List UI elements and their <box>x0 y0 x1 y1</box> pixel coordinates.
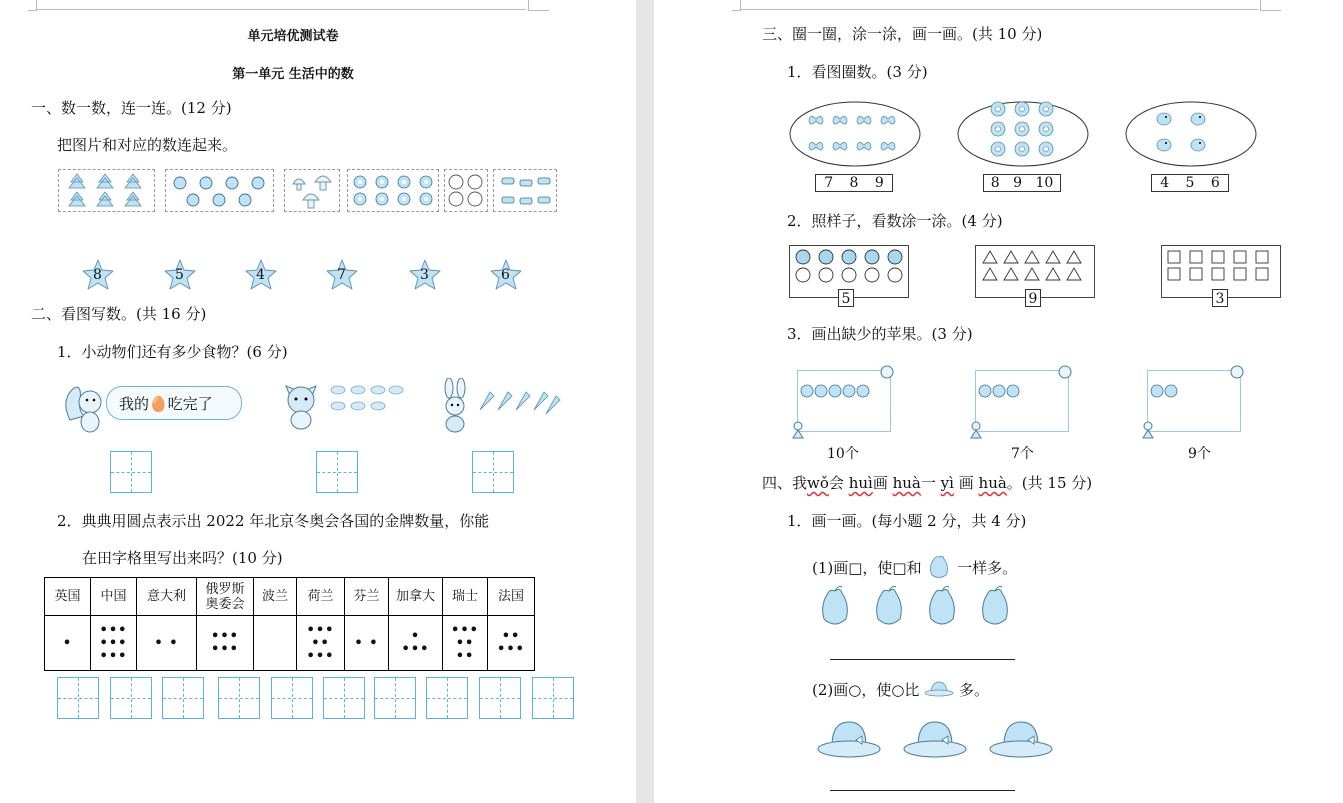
answer-grid-rabbit[interactable] <box>472 451 514 493</box>
apple-count-label: 9个 <box>1188 446 1211 462</box>
page-corner-mark <box>528 0 549 11</box>
country-cell: 加拿大 <box>389 578 443 616</box>
little-person-icon <box>789 420 807 444</box>
mushroom-group-icon[interactable] <box>284 169 340 212</box>
star-label: 7 <box>337 267 346 283</box>
circle-frame-number: 5 <box>838 289 854 307</box>
number-option[interactable]: 8 <box>990 175 1000 191</box>
pinyin-hua: huà <box>892 474 921 492</box>
answer-grid-squirrel[interactable] <box>110 451 152 493</box>
section-4-heading <box>762 472 1092 493</box>
pear-icon <box>925 585 959 633</box>
speech-bubble <box>106 386 242 420</box>
number-option[interactable]: 7 <box>824 175 834 191</box>
apple-count-label: 10个 <box>827 446 859 462</box>
gold-dots-cell: ••• •• ••• <box>297 616 345 671</box>
pear-icon <box>978 585 1012 633</box>
apple-group-icon[interactable] <box>165 169 274 212</box>
little-animal-icon <box>1227 362 1247 386</box>
sub-question-text: (2)画○，使○比 <box>812 681 920 699</box>
triangle-frame-number: 9 <box>1025 289 1041 307</box>
star-number-6[interactable] <box>488 258 524 296</box>
page-title: 单元培优测试卷 <box>247 29 339 44</box>
number-option[interactable]: 5 <box>1185 175 1195 191</box>
medal-answer-grid[interactable] <box>323 677 365 719</box>
star-label: 4 <box>256 267 265 283</box>
star-label: 3 <box>420 267 429 283</box>
section-1-heading: 一、数一数，连一连。(12 分) <box>31 99 232 117</box>
left-page <box>0 0 636 803</box>
little-animal-icon <box>877 362 897 386</box>
page-top-line <box>36 9 526 10</box>
star-number-5[interactable] <box>162 258 198 296</box>
medal-answer-grid[interactable] <box>162 677 204 719</box>
heading-text: 画 <box>872 474 888 492</box>
gold-dots-cell: •• ••• <box>488 616 535 671</box>
medal-answer-grid[interactable] <box>532 677 574 719</box>
sub-question-text: 多。 <box>959 681 990 699</box>
pinyin-yi: yì <box>940 474 954 492</box>
section-3-question-2: 2．照样子，看数涂一涂。(4 分) <box>787 212 1003 230</box>
number-option[interactable]: 4 <box>1160 175 1170 191</box>
gold-dots-cell <box>254 616 297 671</box>
hat-icon <box>816 718 882 764</box>
candy-group-icon[interactable] <box>493 169 557 212</box>
hat-icon <box>988 718 1054 764</box>
leaf-group-icon[interactable] <box>58 169 155 212</box>
cat-icon <box>276 378 326 430</box>
star-label: 6 <box>501 267 510 283</box>
country-cell: 芬兰 <box>345 578 389 616</box>
heading-text: 。(共 15 分) <box>1006 474 1093 492</box>
oval-bird-icon <box>1124 99 1260 173</box>
country-cell: 英国 <box>45 578 91 616</box>
gold-dots-cell: ••• ••• <box>197 616 254 671</box>
country-cell: 波兰 <box>254 578 297 616</box>
section-4-question-1: 1．画一画。(每小题 2 分，共 4 分) <box>787 512 1027 530</box>
oval-number-box[interactable] <box>1151 174 1229 192</box>
section-2-question-2-line-2: 在田字格里写出来吗？(10 分) <box>82 549 283 567</box>
sub-question-1 <box>812 553 1017 579</box>
gold-dots-cell: ••• •• •• <box>443 616 488 671</box>
star-number-8[interactable] <box>80 258 116 296</box>
pinyin-wo: wǒ <box>807 474 829 492</box>
heading-text: 四、我 <box>762 474 808 492</box>
medal-table <box>44 577 535 671</box>
speech-bubble-text: 我的🥚吃完了 <box>119 395 213 413</box>
number-option[interactable]: 10 <box>1035 175 1054 191</box>
medal-answer-grid[interactable] <box>218 677 260 719</box>
oval-butterfly-icon <box>788 99 924 173</box>
flower-group-icon[interactable] <box>347 169 439 212</box>
heading-text: 画 <box>958 474 974 492</box>
country-cell: 意大利 <box>137 578 197 616</box>
star-number-4[interactable] <box>243 258 279 296</box>
oval-number-box[interactable] <box>815 174 893 192</box>
pinyin-hui: huì <box>848 474 873 492</box>
number-option[interactable]: 6 <box>1210 175 1220 191</box>
section-3-question-1: 1．看图圈数。(3 分) <box>787 63 928 81</box>
section-3-question-3: 3．画出缺少的苹果。(3 分) <box>787 325 973 343</box>
section-2-heading: 二、看图写数。(共 16 分) <box>31 305 207 323</box>
star-number-7[interactable] <box>324 258 360 296</box>
country-cell: 瑞士 <box>443 578 488 616</box>
country-cell: 荷兰 <box>297 578 345 616</box>
page-corner-mark <box>1260 0 1281 11</box>
medal-answer-grid[interactable] <box>374 677 416 719</box>
pear-icon <box>926 553 952 579</box>
pear-icon <box>818 585 852 633</box>
answer-grid-cat[interactable] <box>316 451 358 493</box>
oval-number-box[interactable] <box>983 174 1061 192</box>
gold-dots-cell: • • <box>137 616 197 671</box>
sub-question-2 <box>812 679 989 700</box>
rabbit-icon <box>438 378 472 434</box>
heading-text: 一 <box>920 474 936 492</box>
medal-answer-grid[interactable] <box>479 677 521 719</box>
pear-icon <box>872 585 906 633</box>
gold-dots-cell: ••• ••• ••• <box>91 616 137 671</box>
oval-donut-icon <box>956 99 1092 173</box>
medal-answer-grid[interactable] <box>426 677 468 719</box>
country-cell: 中国 <box>91 578 137 616</box>
medal-answer-grid[interactable] <box>57 677 99 719</box>
carrot-group-icon <box>476 386 562 416</box>
hat-icon <box>924 680 954 698</box>
sub-question-text: 一样多。 <box>957 559 1018 577</box>
page-top-line <box>740 9 1258 10</box>
country-cell: 法国 <box>488 578 535 616</box>
square-frame-number: 3 <box>1212 289 1228 307</box>
star-label: 5 <box>175 267 184 283</box>
medal-answer-grid[interactable] <box>110 677 152 719</box>
star-label: 8 <box>93 267 102 283</box>
little-person-icon <box>967 420 985 444</box>
answer-line-2[interactable] <box>830 790 1015 791</box>
country-cell: 俄罗斯 奥委会 <box>197 578 254 616</box>
star-number-3[interactable] <box>407 258 443 296</box>
gold-dots-cell: • <box>45 616 91 671</box>
section-2-question-1: 1．小动物们还有多少食物？(6 分) <box>57 343 288 361</box>
little-person-icon <box>1139 420 1157 444</box>
heading-text: 会 <box>828 474 844 492</box>
gold-dots-cell: • ••• <box>389 616 443 671</box>
ball-group-icon[interactable] <box>444 169 488 212</box>
pinyin-hua: huà <box>978 474 1007 492</box>
section-2-question-2-line-1: 2．典典用圆点表示出 2022 年北京冬奥会各国的金牌数量，你能 <box>57 512 490 530</box>
page-subtitle: 第一单元 生活中的数 <box>232 67 354 82</box>
section-1-instruction: 把图片和对应的数连起来。 <box>57 136 238 154</box>
fish-group-icon <box>328 382 408 416</box>
hat-icon <box>902 718 968 764</box>
little-animal-icon <box>1055 362 1075 386</box>
medal-answer-grid[interactable] <box>271 677 313 719</box>
squirrel-icon <box>60 380 108 436</box>
section-3-heading: 三、圈一圈，涂一涂，画一画。(共 10 分) <box>762 25 1043 43</box>
apple-count-label: 7个 <box>1011 446 1034 462</box>
right-page <box>654 0 1343 803</box>
number-option[interactable]: 9 <box>1013 175 1022 191</box>
gold-dots-cell: • • <box>345 616 389 671</box>
sub-question-text: (1)画□，使□和 <box>812 559 922 577</box>
number-option[interactable]: 9 <box>874 175 884 191</box>
answer-line-1[interactable] <box>830 659 1015 660</box>
number-option[interactable]: 8 <box>849 175 859 191</box>
